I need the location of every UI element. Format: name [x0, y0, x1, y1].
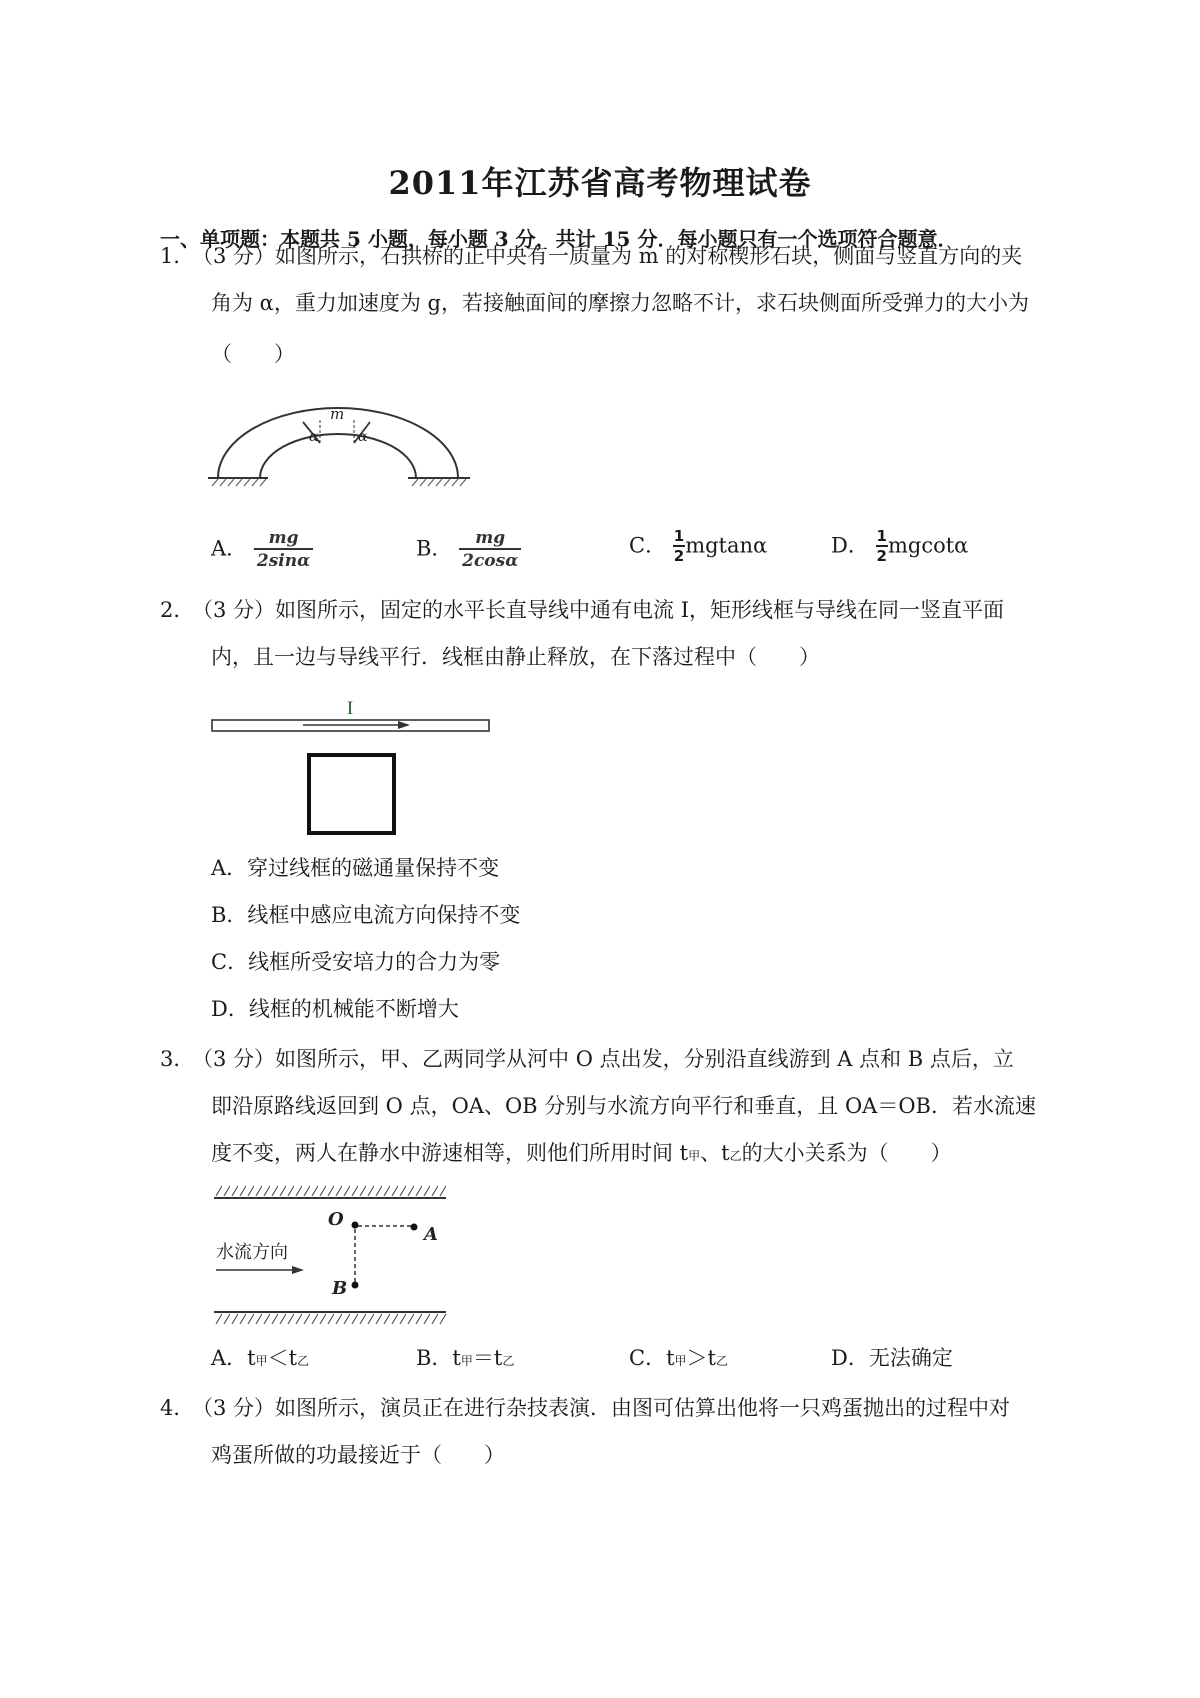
q3-label-a: A: [424, 1224, 438, 1245]
q1-option-a-label: A．: [211, 536, 248, 561]
q3-option-c: [629, 1343, 728, 1376]
q1-option-c-numerator: 1: [673, 527, 685, 545]
q1-option-a-fraction: [254, 528, 313, 572]
q1-option-c-text: mgtanα: [685, 533, 768, 558]
q3-option-b-sub1: 甲: [460, 1354, 473, 1368]
q1-line3: （ ）: [211, 342, 295, 366]
q3-option-b-sub2: 乙: [502, 1354, 515, 1368]
q3-line3-part2: 、t: [700, 1141, 730, 1165]
q1-option-a-denominator: 2sinα: [256, 551, 311, 571]
q1-option-a: [211, 528, 313, 572]
q3-number: 3．: [160, 1047, 195, 1071]
q3-option-c-mid: ＞t: [686, 1346, 716, 1370]
q3-label-o: O: [328, 1209, 344, 1230]
q1-option-c-fraction: [673, 528, 685, 566]
q1-option-b-numerator: mg: [459, 528, 521, 550]
q1-option-d-fraction: [876, 528, 888, 566]
q3-line1: （3 分）如图所示，甲、乙两同学从河中 O 点出发，分别沿直线游到 A 点和 B 点后，立: [192, 1047, 1014, 1071]
q1-option-c: [629, 528, 767, 566]
q3-option-b-mid: ＝t: [472, 1346, 503, 1370]
q2-line2: 内，且一边与导线平行．线框由静止释放，在下落过程中（ ）: [211, 645, 820, 669]
q1-option-b-fraction: [459, 528, 521, 572]
q3-option-a-sub1: 甲: [255, 1354, 268, 1368]
q4-line1: （3 分）如图所示，演员正在进行杂技表演．由图可估算出他将一只鸡蛋抛出的过程中对: [192, 1396, 1011, 1420]
q4-number: 4．: [160, 1396, 195, 1420]
q3-option-a-mid: ＜t: [267, 1346, 298, 1370]
q3-line3-sub-yi: 乙: [729, 1149, 742, 1163]
q4-line2: 鸡蛋所做的功最接近于（ ）: [211, 1443, 505, 1467]
page-title: 2011年江苏省高考物理试卷: [388, 164, 812, 202]
q1-label-alpha-left: α: [309, 429, 319, 445]
q1-option-d-label: D．: [831, 533, 869, 558]
q3-option-a-pre: A．t: [211, 1346, 256, 1370]
q1-arch-bridge-figure: [208, 400, 470, 490]
q3-label-flow-direction: 水流方向: [216, 1242, 288, 1263]
q3-option-c-sub2: 乙: [715, 1354, 728, 1368]
q2-option-b: B．线框中感应电流方向保持不变: [211, 903, 521, 927]
q3-option-a: [211, 1343, 309, 1376]
q3-option-d: D．无法确定: [831, 1346, 953, 1370]
q1-line2: 角为 α，重力加速度为 g，若接触面间的摩擦力忽略不计，求石块侧面所受弹力的大小为: [211, 291, 1029, 315]
q2-option-d: D．线框的机械能不断增大: [211, 997, 459, 1021]
q3-option-b-pre: B．t: [416, 1346, 461, 1370]
q3-line2: 即沿原路线返回到 O 点，OA、OB 分别与水流方向平行和垂直，且 OA＝OB．若水流速: [211, 1094, 1036, 1118]
q1-option-d-text: mgcotα: [887, 533, 969, 558]
q2-number: 2．: [160, 598, 195, 622]
q1-option-c-label: C．: [629, 533, 667, 558]
q3-line3-part3: 的大小关系为（ ）: [741, 1141, 952, 1165]
q2-option-a: A．穿过线框的磁通量保持不变: [211, 856, 500, 880]
q2-wire-loop-figure: [208, 690, 498, 835]
q3-option-a-sub2: 乙: [297, 1354, 310, 1368]
q1-option-a-numerator: mg: [254, 528, 313, 550]
q1-option-d: [831, 528, 968, 566]
q3-line3-sub-jia: 甲: [688, 1149, 701, 1163]
q3-label-b: B: [332, 1278, 348, 1299]
q1-number: 1．: [160, 244, 195, 268]
q1-option-b-denominator: 2cosα: [462, 551, 519, 571]
q1-label-m: m: [330, 405, 345, 423]
q1-option-d-denominator: 2: [876, 547, 887, 565]
q2-line1: （3 分）如图所示，固定的水平长直导线中通有电流 I，矩形线框与导线在同一竖直平面: [192, 598, 1005, 622]
q3-option-c-sub1: 甲: [674, 1354, 687, 1368]
q3-option-b: [416, 1343, 514, 1376]
q3-river-figure: [210, 1182, 450, 1332]
q2-option-c: C．线框所受安培力的合力为零: [211, 950, 501, 974]
q3-option-c-pre: C．t: [629, 1346, 675, 1370]
q1-option-c-denominator: 2: [673, 547, 685, 565]
q1-option-d-numerator: 1: [876, 527, 887, 545]
q1-option-b: [416, 528, 521, 572]
q1-label-alpha-right: α: [358, 429, 368, 445]
q3-line3-part1: 度不变，两人在静水中游速相等，则他们所用时间 t: [211, 1141, 689, 1165]
q1-line1: （3 分）如图所示，石拱桥的正中央有一质量为 m 的对称楔形石块，侧面与竖直方向的夹: [192, 244, 1023, 268]
q2-label-current-i: I: [346, 698, 354, 719]
q3-line3: [211, 1138, 952, 1171]
section-heading: 一、单项题：本题共 5 小题，每小题 3 分，共计 15 分．每小题只有一个选项符合题意．: [160, 227, 958, 251]
q1-option-b-label: B．: [416, 536, 453, 561]
